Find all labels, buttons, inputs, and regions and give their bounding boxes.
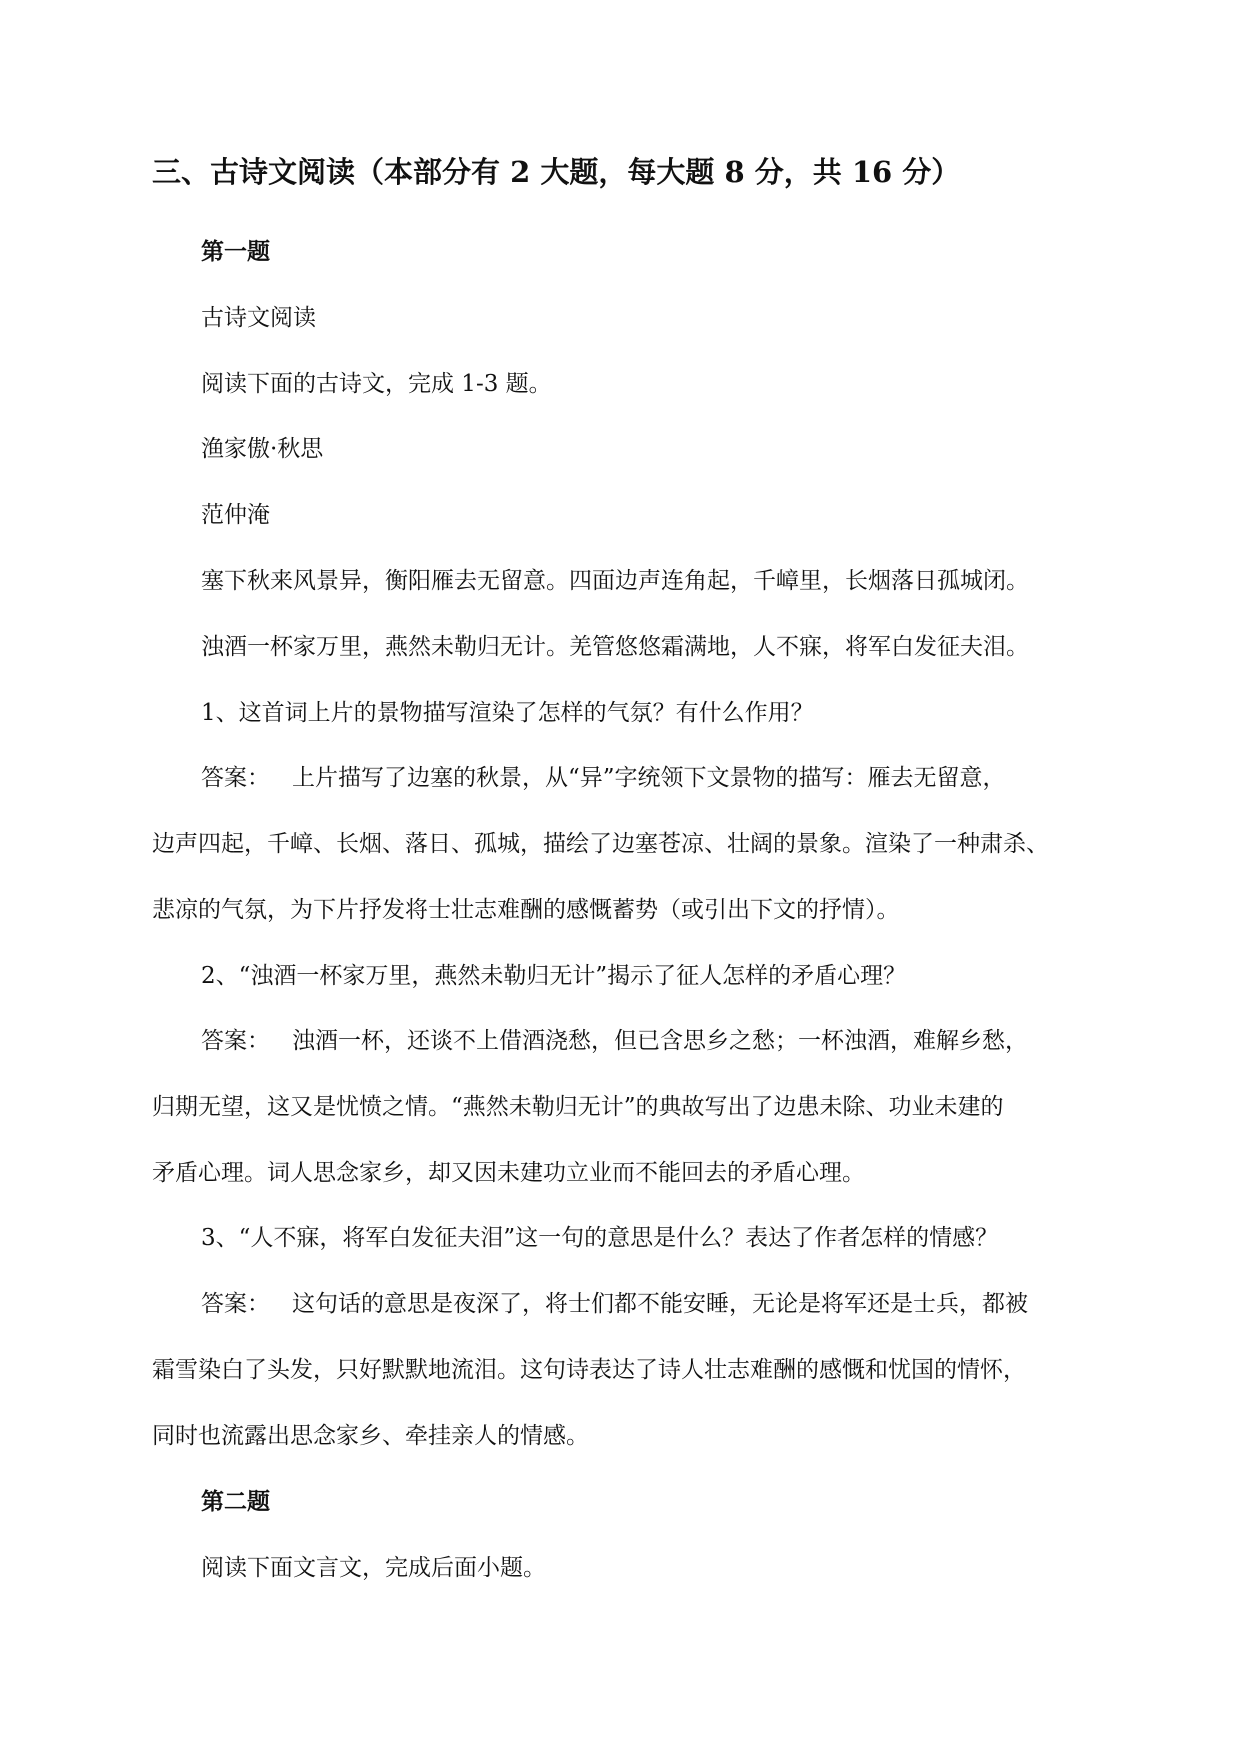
answer-text: 这句话的意思是夜深了，将士们都不能安睡，无论是将军还是士兵，都被 xyxy=(292,1291,1028,1317)
question-one-heading: 第一题 xyxy=(201,238,270,265)
question-item-1: 1、这首词上片的景物描写渲染了怎样的气氛？有什么作用？ xyxy=(201,700,814,726)
question-one-subtitle: 古诗文阅读 xyxy=(201,305,316,331)
answer-label: 答案： xyxy=(201,1291,270,1317)
question-two-instruction: 阅读下面文言文，完成后面小题。 xyxy=(201,1555,546,1581)
answer-2-line xyxy=(201,1025,1028,1057)
question-one-instruction: 阅读下面的古诗文，完成 1-3 题。 xyxy=(201,371,552,397)
answer-1-line: 悲凉的气氛，为下片抒发将士壮志难酬的感慨蓄势（或引出下文的抒情）。 xyxy=(152,897,900,923)
poem-line: 塞下秋来风景异，衡阳雁去无留意。四面边声连角起，千嶂里，长烟落日孤城闭。 xyxy=(201,568,1029,594)
poem-title: 渔家傲·秋思 xyxy=(201,436,324,462)
question-item-3: 3、“人不寐，将军白发征夫泪”这一句的意思是什么？表达了作者怎样的情感？ xyxy=(201,1225,999,1251)
answer-2-line: 归期无望，这又是忧愤之情。“燕然未勒归无计”的典故写出了边患未除、功业未建的 xyxy=(152,1094,1004,1120)
answer-text: 上片描写了边塞的秋景，从“异”字统领下文景物的描写：雁去无留意， xyxy=(292,765,1006,791)
answer-3-line: 同时也流露出思念家乡、牵挂亲人的情感。 xyxy=(152,1423,589,1449)
answer-1-line: 边声四起，千嶂、长烟、落日、孤城，描绘了边塞苍凉、壮阔的景象。渲染了一种肃杀、 xyxy=(152,831,1049,857)
question-two-heading: 第二题 xyxy=(201,1488,270,1515)
answer-label: 答案： xyxy=(201,1028,270,1054)
poem-author: 范仲淹 xyxy=(201,502,270,528)
answer-3-line: 霜雪染白了头发，只好默默地流泪。这句诗表达了诗人壮志难酬的感慨和忧国的情怀， xyxy=(152,1357,1026,1383)
answer-1-line xyxy=(201,762,1006,794)
answer-2-line: 矛盾心理。词人思念家乡，却又因未建功立业而不能回去的矛盾心理。 xyxy=(152,1160,865,1186)
question-item-2: 2、“浊酒一杯家万里，燕然未勒归无计”揭示了征人怎样的矛盾心理？ xyxy=(201,963,907,989)
answer-text: 浊酒一杯，还谈不上借酒浇愁，但已含思乡之愁；一杯浊酒，难解乡愁， xyxy=(292,1028,1028,1054)
answer-3-line xyxy=(201,1288,1028,1320)
answer-label: 答案： xyxy=(201,765,270,791)
poem-line: 浊酒一杯家万里，燕然未勒归无计。羌管悠悠霜满地，人不寐，将军白发征夫泪。 xyxy=(201,634,1029,660)
section-title: 三、古诗文阅读（本部分有 2 大题，每大题 8 分，共 16 分） xyxy=(152,155,961,189)
